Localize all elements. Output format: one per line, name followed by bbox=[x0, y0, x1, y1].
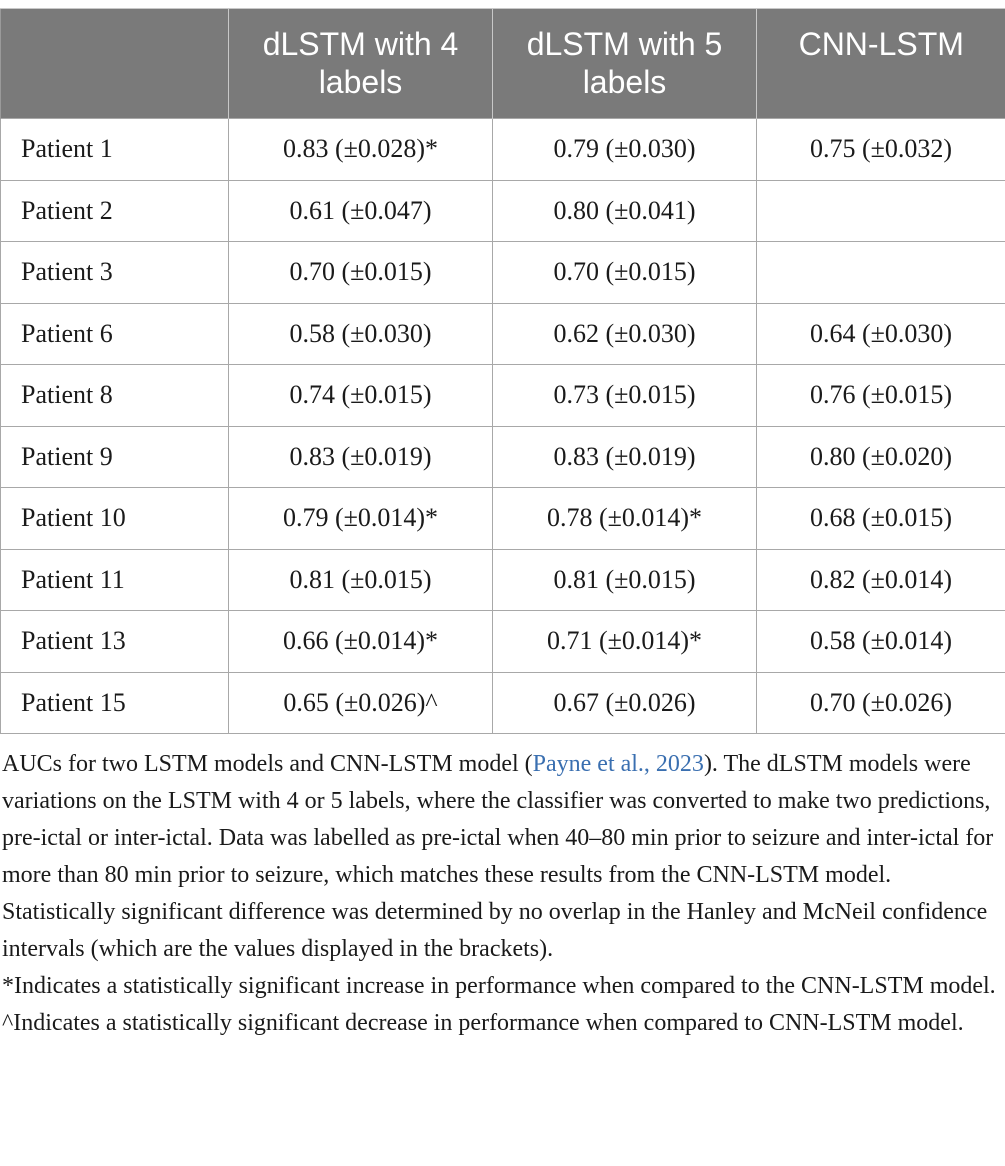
header-cell-cnn-lstm: CNN-LSTM bbox=[757, 9, 1005, 119]
auc-cell: 0.61 (±0.047) bbox=[229, 180, 493, 242]
patient-cell: Patient 10 bbox=[1, 488, 229, 550]
patient-cell: Patient 1 bbox=[1, 119, 229, 181]
auc-cell: 0.79 (±0.030) bbox=[493, 119, 757, 181]
auc-cell: 0.58 (±0.030) bbox=[229, 303, 493, 365]
auc-cell: 0.70 (±0.015) bbox=[493, 242, 757, 304]
patient-cell: Patient 6 bbox=[1, 303, 229, 365]
table-row bbox=[1, 672, 1005, 734]
table-row bbox=[1, 549, 1005, 611]
table-row bbox=[1, 611, 1005, 673]
caption-text-before: AUCs for two LSTM models and CNN-LSTM model ( bbox=[2, 751, 533, 777]
auc-cell: 0.74 (±0.015) bbox=[229, 365, 493, 427]
auc-cell: 0.75 (±0.032) bbox=[757, 119, 1005, 181]
auc-cell: 0.80 (±0.020) bbox=[757, 426, 1005, 488]
auc-cell bbox=[757, 242, 1005, 304]
auc-cell: 0.80 (±0.041) bbox=[493, 180, 757, 242]
patient-cell: Patient 13 bbox=[1, 611, 229, 673]
patient-cell: Patient 2 bbox=[1, 180, 229, 242]
patient-cell: Patient 15 bbox=[1, 672, 229, 734]
auc-cell: 0.83 (±0.019) bbox=[229, 426, 493, 488]
auc-cell: 0.68 (±0.015) bbox=[757, 488, 1005, 550]
caption-paragraph bbox=[2, 746, 1002, 968]
auc-cell: 0.70 (±0.026) bbox=[757, 672, 1005, 734]
auc-cell: 0.70 (±0.015) bbox=[229, 242, 493, 304]
table-row bbox=[1, 303, 1005, 365]
table-row bbox=[1, 365, 1005, 427]
footnote-decrease: ^Indicates a statistically significant decrease in performance when compared to CNN-LSTM model. bbox=[2, 1010, 964, 1036]
auc-cell: 0.76 (±0.015) bbox=[757, 365, 1005, 427]
header-row bbox=[1, 9, 1005, 119]
auc-cell: 0.62 (±0.030) bbox=[493, 303, 757, 365]
results-table bbox=[0, 8, 1005, 734]
table-row bbox=[1, 180, 1005, 242]
table-row bbox=[1, 488, 1005, 550]
patient-cell: Patient 8 bbox=[1, 365, 229, 427]
auc-cell: 0.82 (±0.014) bbox=[757, 549, 1005, 611]
auc-cell: 0.65 (±0.026)^ bbox=[229, 672, 493, 734]
table-row bbox=[1, 426, 1005, 488]
caption-text-after: ). The dLSTM models were variations on the LSTM with 4 or 5 labels, where the classifier was converted to make two predictions, pre-ictal or inter-ictal. Data was labelled as pre-ictal when 40–80 min prior to seizure and inter-ictal for more than 80 min prior to seizure, which matches these results from the CNN-LSTM model. Statistically significant difference was determined by no overlap in the Hanley and McNeil confidence intervals (which are the values displayed in the brackets). bbox=[2, 751, 994, 962]
auc-cell: 0.64 (±0.030) bbox=[757, 303, 1005, 365]
header-cell-empty bbox=[1, 9, 229, 119]
table-row bbox=[1, 119, 1005, 181]
auc-cell: 0.79 (±0.014)* bbox=[229, 488, 493, 550]
table-caption bbox=[2, 746, 1002, 1042]
footnote-increase: *Indicates a statistically significant increase in performance when compared to the CNN-LSTM model. bbox=[2, 973, 996, 999]
auc-cell: 0.83 (±0.028)* bbox=[229, 119, 493, 181]
auc-cell: 0.81 (±0.015) bbox=[493, 549, 757, 611]
auc-cell: 0.81 (±0.015) bbox=[229, 549, 493, 611]
citation-link[interactable]: Payne et al., 2023 bbox=[532, 751, 704, 777]
auc-cell: 0.78 (±0.014)* bbox=[493, 488, 757, 550]
patient-cell: Patient 9 bbox=[1, 426, 229, 488]
auc-cell bbox=[757, 180, 1005, 242]
auc-cell: 0.83 (±0.019) bbox=[493, 426, 757, 488]
auc-cell: 0.58 (±0.014) bbox=[757, 611, 1005, 673]
patient-cell: Patient 3 bbox=[1, 242, 229, 304]
header-cell-dlstm-5: dLSTM with 5 labels bbox=[493, 9, 757, 119]
auc-cell: 0.71 (±0.014)* bbox=[493, 611, 757, 673]
auc-cell: 0.67 (±0.026) bbox=[493, 672, 757, 734]
table-row bbox=[1, 242, 1005, 304]
auc-cell: 0.73 (±0.015) bbox=[493, 365, 757, 427]
auc-cell: 0.66 (±0.014)* bbox=[229, 611, 493, 673]
header-cell-dlstm-4: dLSTM with 4 labels bbox=[229, 9, 493, 119]
patient-cell: Patient 11 bbox=[1, 549, 229, 611]
